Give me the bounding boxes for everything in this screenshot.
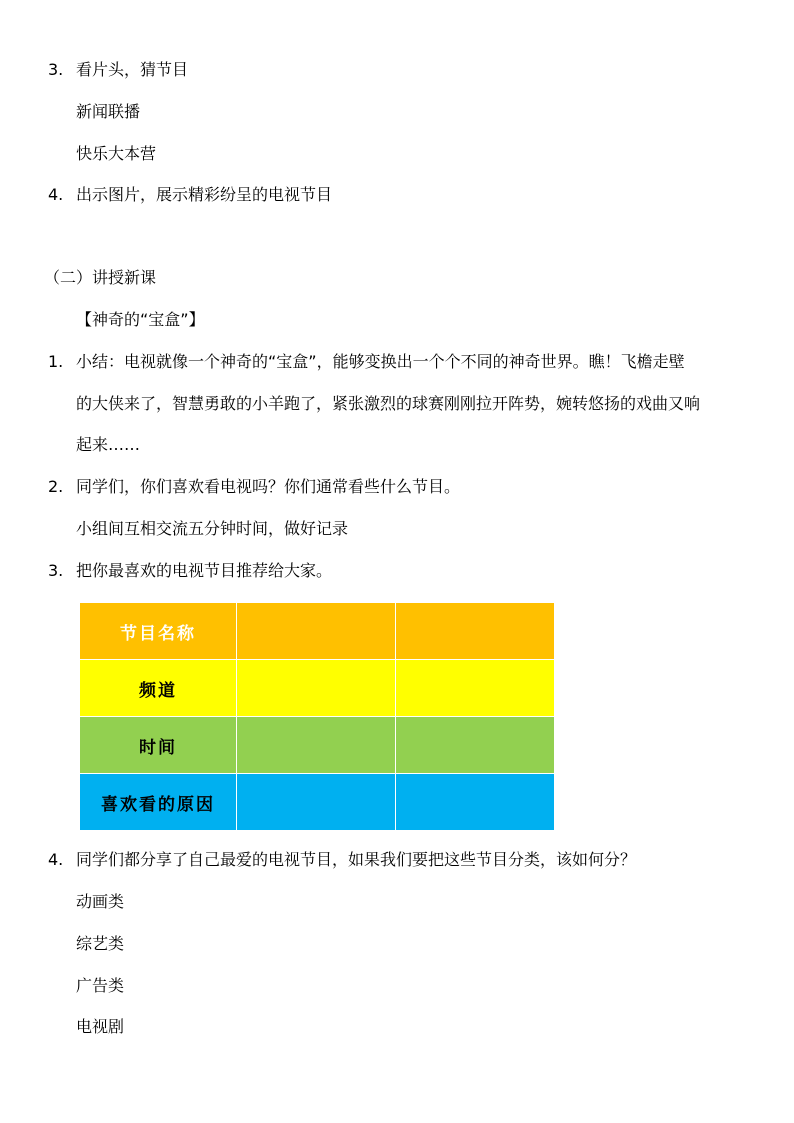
paragraph-line: 的大侠来了，智慧勇敢的小羊跑了，紧张激烈的球赛刚刚拉开阵势，婉转悠扬的戏曲又响 [76,394,701,413]
list-item-text: 把你最喜欢的电视节目推荐给大家。 [76,561,333,580]
table-row [80,717,555,774]
item-number: 4. [48,850,64,869]
category-item: 综艺类 [76,934,125,953]
section-heading: 【神奇的“宝盒”】 [76,310,205,329]
list-item-text: 出示图片，展示精彩纷呈的电视节目 [76,185,333,204]
table-cell [396,774,555,831]
row-label: 时间 [80,717,237,774]
item-number: 3. [48,561,64,580]
item-number: 1. [48,352,64,371]
category-item: 电视剧 [76,1017,125,1036]
table-row [80,603,555,660]
sub-item: 新闻联播 [76,102,141,121]
sub-item: 快乐大本营 [76,144,157,163]
row-label: 频道 [80,660,237,717]
paragraph-line: 小结：电视就像一个神奇的“宝盒”，能够变换出一个个不同的神奇世界。瞧！飞檐走壁 [76,352,685,371]
item-number: 4. [48,185,64,204]
row-label: 节目名称 [80,603,237,660]
list-item-text: 同学们，你们喜欢看电视吗？你们通常看些什么节目。 [76,477,461,496]
table-cell [237,660,396,717]
category-item: 动画类 [76,892,125,911]
table-cell [396,603,555,660]
item-number: 3. [48,60,64,79]
category-item: 广告类 [76,976,125,995]
list-item-text: 看片头，猜节目 [76,60,189,79]
sub-item: 小组间互相交流五分钟时间，做好记录 [76,519,349,538]
table-cell [237,774,396,831]
table-row [80,660,555,717]
recommend-table [79,602,555,831]
table-row [80,774,555,831]
row-label: 喜欢看的原因 [80,774,237,831]
list-item-text: 同学们都分享了自己最爱的电视节目，如果我们要把这些节目分类，该如何分？ [76,850,637,869]
section-title: （二）讲授新课 [44,268,157,287]
table-cell [237,603,396,660]
paragraph-line: 起来…… [76,435,141,454]
table-cell [237,717,396,774]
table-cell [396,660,555,717]
table-cell [396,717,555,774]
item-number: 2. [48,477,64,496]
